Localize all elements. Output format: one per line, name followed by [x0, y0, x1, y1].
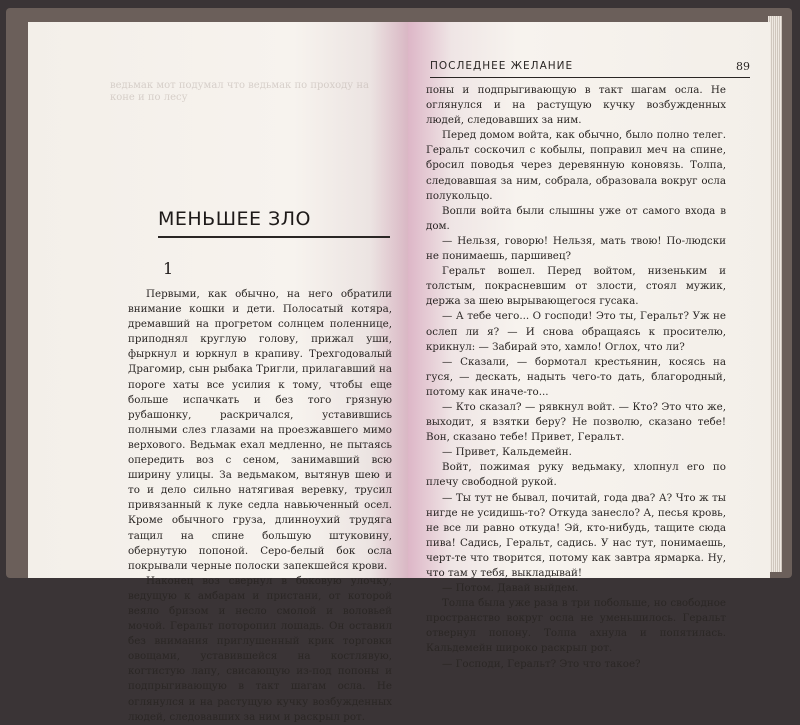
page-edges [768, 16, 782, 572]
right-paragraph: поны и подпрыгивающую в такт шагам осла. Не оглянулся и на растущую кучку возбужденных людей, следовавших за ним. [426, 84, 726, 127]
running-head [430, 60, 750, 78]
right-paragraph: — Кто сказал? — рявкнул войт. — Кто? Это что же, выходит, я взятки беру? Не позволю, сказано тебе! Вон, сказано тебе! Привет, Геральт. [426, 400, 726, 444]
chapter-title: МЕНЬШЕЕ ЗЛО [158, 208, 390, 238]
open-book [6, 8, 792, 723]
right-paragraph: Перед домом войта, как обычно, было полно телег. Геральт соскочил с кобылы, поправил меч на спине, бросил поводья через деревянную коновязь. Толпа, следовавшая за ним, собрала, образовала вокруг осла полукольцо. [426, 129, 726, 202]
right-page [408, 22, 770, 670]
left-paragraph: Наконец воз свернул в боковую улочку, ведущую к амбарам и пристани, от которой веяло бризом и несло смолой и воловьей мочой. Геральт поторопил лошадь. Он оставил без внимания приглушенный крик торговки овощами, уставившейся на костлявую, когтистую лапу, свисающую из-под попоны и подпрыгивающую в такт шагам осла. Не оглянулся и на растущую кучку возбужденных людей, следовавших за ним и раскрыл рот. [128, 574, 392, 723]
section-number: 1 [163, 259, 174, 278]
right-paragraph: Вопли войта были слышны уже от самого входа в дом. [426, 204, 726, 232]
right-body-text [426, 83, 726, 672]
left-paragraph: Первыми, как обычно, на него обратили внимание кошки и дети. Полосатый котяра, дремавший на прогретом солнцем поленнице, приподнял круглую голову, прижал уши, фыркнул и юркнул в крапиву. Трехгодовалый Драгомир, сын рыбака Тригли, прилагавший на пороге хаты все усилия к тому, чтобы еще больше испачкать и без того грязную рубашонку, раскричался, уставившись полными слез глазами на проезжавшего мимо верхового. Ведьмак ехал медленно, не пытаясь опередить воз с сеном, занимавший всю ширину улицы. За ведьмаком, вытянув шею и то и дело сильно натягивая веревку, трусил привязанный к луке седла навьюченный осел. Кроме обычного груза, длинноухий трудяга тащил на спине большую штуковину, обернутую попоной. Серо-белый бок осла покрывали черные полоски запекшейся крови. [128, 288, 392, 572]
running-title: ПОСЛЕДНЕЕ ЖЕЛАНИЕ [430, 60, 574, 72]
right-paragraph: — Сказали, — бормотал крестьянин, косясь на гуся, — дескать, надыть чего-то дать, благородный, потому как иначе-то... [426, 355, 726, 398]
right-paragraph: — Потом. Давай выйдем. [442, 582, 579, 595]
right-paragraph: — Господи, Геральт? Это что такое? [442, 657, 641, 670]
right-paragraph: — А тебе чего... О господи! Это ты, Геральт? Уж не ослеп ли я? — И снова обращаясь к просителю, крикнул: — Забирай это, хамло! Оглох, что ли? [426, 310, 726, 353]
right-paragraph: Толпа была уже раза в три побольше, но свободное пространство вокруг осла не уменьшилось. Геральт отвернул попону. Толпа ахнула и попятилась. Кальдемейн широко раскрыл рот. [426, 597, 726, 655]
left-page [28, 22, 408, 723]
right-paragraph: Геральт вошел. Перед войтом, низеньким и толстым, покрасневшим от злости, стоял мужик, держа за шею вырывающегося гусака. [426, 265, 726, 308]
right-paragraph: — Ты тут не бывал, почитай, года два? А? Что ж ты нигде не усидишь-то? Откуда занесло? А, песья кровь, не все ли равно откуда! Эй, кто-нибудь, тащите сюда пива! Садись, Геральт, садись. У нас тут, понимаешь, черт-те что творится, потому как завтра ярмарка. Ну, что там у тебя, выкладывай! [426, 491, 726, 579]
left-body-text [128, 287, 392, 725]
right-paragraph: Войт, пожимая руку ведьмаку, хлопнул его по плечу свободной рукой. [426, 461, 726, 489]
right-paragraph: — Привет, Кальдемейн. [442, 446, 572, 459]
page-number: 89 [736, 60, 750, 73]
right-paragraph: — Нельзя, говорю! Нельзя, мать твою! По-людски не понимаешь, паршивец? [426, 234, 726, 263]
show-through-text: ведьмак мот подумал что ведьмак по проходу на коне и по лесу [110, 80, 369, 103]
